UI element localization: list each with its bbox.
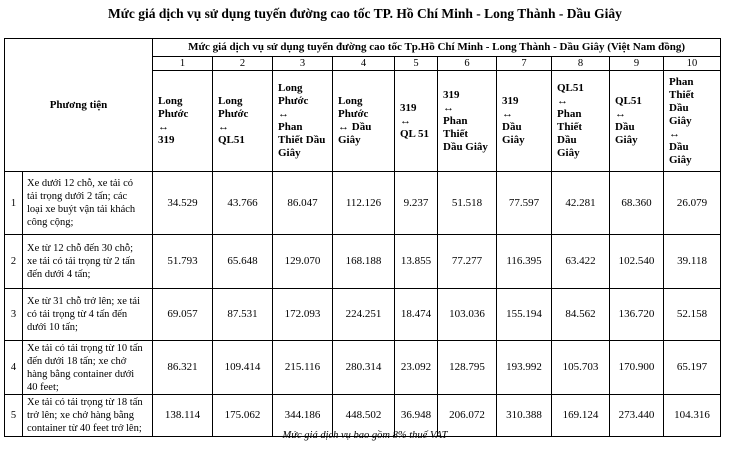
price-cell: 68.360 (610, 172, 664, 235)
route-line: ↔ (615, 108, 626, 120)
route-line: Giây (278, 147, 301, 159)
column-number: 3 (273, 57, 333, 71)
column-number: 9 (610, 57, 664, 71)
column-number: 5 (395, 57, 438, 71)
route-line: QL51 (218, 134, 245, 146)
route-header (552, 71, 610, 172)
column-number: 8 (552, 57, 610, 71)
price-cell: 86.047 (273, 172, 333, 235)
vehicle-description-line: Xe dưới 12 chỗ, xe tải có (27, 178, 134, 189)
price-cell: 77.597 (497, 172, 552, 235)
route-line: 319 (443, 88, 460, 101)
price-cell: 23.092 (395, 341, 438, 395)
route-line: ↔ Dầu Giây (338, 121, 372, 146)
vehicle-description-line: Xe tải có tải trọng từ 10 tấn (27, 342, 143, 354)
price-cell: 36.948 (395, 395, 438, 437)
price-cell: 51.518 (438, 172, 497, 235)
route-line: Phước (218, 108, 249, 120)
route-line: Long (218, 95, 243, 107)
route-line: Phước (338, 108, 369, 120)
route-line: Giây (615, 134, 638, 146)
route-line: Thiết (669, 88, 695, 101)
route-header (610, 71, 664, 172)
route-header (153, 71, 213, 172)
vehicle-description-line: Xe tải có tải trọng từ 18 tấn (27, 397, 143, 408)
toll-price-table (4, 38, 721, 437)
route-line: Long (158, 95, 183, 107)
route-line: ↔ (557, 95, 568, 107)
vehicle-description (23, 341, 153, 395)
price-cell: 9.237 (395, 172, 438, 235)
price-cell: 109.414 (213, 341, 273, 395)
route-line: ↔ (502, 108, 513, 120)
price-cell: 13.855 (395, 235, 438, 289)
table-row (5, 172, 721, 235)
route-header (213, 71, 273, 172)
price-cell: 193.992 (497, 341, 552, 395)
price-cell: 105.703 (552, 341, 610, 395)
route-line: Dầu (557, 134, 577, 146)
price-cell: 87.531 (213, 289, 273, 341)
price-cell: 344.186 (273, 395, 333, 437)
price-cell: 34.529 (153, 172, 213, 235)
price-cell: 43.766 (213, 172, 273, 235)
column-number: 2 (213, 57, 273, 71)
route-line: Dầu Giây (443, 140, 488, 153)
route-line: Phước (278, 95, 309, 107)
price-cell: 65.648 (213, 235, 273, 289)
price-main-header: Mức giá dịch vụ sử dụng tuyến đường cao tốc Tp.Hồ Chí Minh - Long Thành - Dầu Giây (Việt Nam đồng) (153, 39, 721, 57)
route-header (438, 71, 497, 172)
vehicle-description-line: đến dưới 4 tấn; (27, 269, 91, 280)
route-line: ↔ (443, 101, 454, 114)
price-cell: 51.793 (153, 235, 213, 289)
vehicle-description-line: đến dưới 18 tấn; xe chở (27, 355, 127, 367)
route-line: Giây (669, 153, 692, 166)
price-cell: 172.093 (273, 289, 333, 341)
route-line: ↔ (158, 121, 169, 133)
price-cell: 175.062 (213, 395, 273, 437)
vehicle-description-line: công cộng; (27, 217, 74, 228)
vehicle-description-line: xe tải có tải trọng từ 2 tấn (27, 256, 136, 267)
route-line: Giây (669, 114, 692, 127)
route-line: Phước (158, 108, 189, 120)
price-cell: 168.188 (333, 235, 395, 289)
route-line: QL 51 (400, 127, 430, 140)
route-line: ↔ (400, 114, 411, 127)
price-cell: 224.251 (333, 289, 395, 341)
route-line: Giây (557, 147, 580, 159)
price-cell: 84.562 (552, 289, 610, 341)
price-cell: 215.116 (273, 341, 333, 395)
route-line: Thiết (443, 127, 469, 140)
route-line: Dầu (615, 121, 635, 133)
price-cell: 39.118 (664, 235, 721, 289)
route-line: 319 (400, 101, 417, 114)
vehicle-description-line: tải trọng dưới 2 tấn; các (27, 191, 128, 202)
price-cell: 136.720 (610, 289, 664, 341)
route-header (333, 71, 395, 172)
vehicle-description-line: hàng bằng container dưới (27, 368, 135, 380)
route-line: Thiết (557, 121, 583, 133)
price-cell: 155.194 (497, 289, 552, 341)
price-cell: 310.388 (497, 395, 552, 437)
route-line: ↔ (278, 108, 289, 120)
route-line: Giây (502, 134, 525, 146)
route-line: Long (278, 82, 303, 94)
table-row (5, 289, 721, 341)
price-cell: 128.795 (438, 341, 497, 395)
column-number: 4 (333, 57, 395, 71)
price-cell: 102.540 (610, 235, 664, 289)
price-cell: 138.114 (153, 395, 213, 437)
price-cell: 206.072 (438, 395, 497, 437)
column-number: 10 (664, 57, 721, 71)
column-number: 6 (438, 57, 497, 71)
price-cell: 104.316 (664, 395, 721, 437)
route-line: Thiết Dầu (278, 134, 326, 146)
vehicle-description-line: dưới 10 tấn; (27, 322, 78, 333)
route-line: Dầu (502, 121, 522, 133)
price-cell: 170.900 (610, 341, 664, 395)
price-cell: 116.395 (497, 235, 552, 289)
vehicle-description-line: trở lên; xe chở hàng bằng (27, 410, 135, 421)
price-cell: 26.079 (664, 172, 721, 235)
column-number: 1 (153, 57, 213, 71)
route-header (395, 71, 438, 172)
vehicle-column-header: Phương tiện (5, 39, 153, 172)
route-line: 319 (502, 95, 519, 107)
route-header (664, 71, 721, 172)
route-header (497, 71, 552, 172)
row-index: 5 (5, 395, 23, 437)
row-index: 1 (5, 172, 23, 235)
column-number: 7 (497, 57, 552, 71)
vehicle-description-line: loại xe buýt vận tải khách (27, 204, 136, 215)
price-cell: 63.422 (552, 235, 610, 289)
route-line: QL51 (557, 82, 584, 94)
route-line: Phan (557, 108, 582, 120)
vehicle-description-line: Xe từ 31 chỗ trở lên; xe tải (27, 296, 141, 307)
route-line: Phan (443, 114, 468, 127)
route-line: Phan (669, 75, 694, 88)
vehicle-description-line: container từ 40 feet trở lên; (27, 423, 142, 434)
price-cell: 18.474 (395, 289, 438, 341)
route-line: ↔ (218, 121, 229, 133)
vehicle-description-line: có tải trọng từ 4 tấn đến (27, 309, 128, 320)
page-title: Mức giá dịch vụ sử dụng tuyến đường cao tốc TP. Hồ Chí Minh - Long Thành - Dầu Giây (108, 6, 622, 21)
price-cell: 86.321 (153, 341, 213, 395)
price-cell: 52.158 (664, 289, 721, 341)
route-line: QL51 (615, 95, 642, 107)
price-cell: 448.502 (333, 395, 395, 437)
price-cell: 280.314 (333, 341, 395, 395)
route-line: Dầu (669, 140, 689, 153)
price-cell: 169.124 (552, 395, 610, 437)
vehicle-description (23, 172, 153, 235)
vehicle-description-line: 40 feet; (27, 381, 59, 393)
route-line: Dầu (669, 101, 689, 114)
price-cell: 129.070 (273, 235, 333, 289)
price-cell: 112.126 (333, 172, 395, 235)
table-row (5, 235, 721, 289)
route-line: Phan (278, 121, 303, 133)
row-index: 2 (5, 235, 23, 289)
vehicle-description-line: Xe từ 12 chỗ đến 30 chỗ; (27, 243, 133, 254)
route-line: Long (338, 95, 363, 107)
vat-note: Mức giá dịch vụ bao gồm 8% thuế VAT (282, 430, 448, 441)
price-cell: 42.281 (552, 172, 610, 235)
price-cell: 69.057 (153, 289, 213, 341)
row-index: 3 (5, 289, 23, 341)
vehicle-description (23, 289, 153, 341)
price-cell: 273.440 (610, 395, 664, 437)
price-cell: 77.277 (438, 235, 497, 289)
table-row (5, 341, 721, 395)
price-cell: 65.197 (664, 341, 721, 395)
route-line: 319 (158, 134, 175, 146)
price-cell: 103.036 (438, 289, 497, 341)
route-header (273, 71, 333, 172)
vehicle-description (23, 235, 153, 289)
row-index: 4 (5, 341, 23, 395)
route-line: ↔ (669, 127, 680, 140)
